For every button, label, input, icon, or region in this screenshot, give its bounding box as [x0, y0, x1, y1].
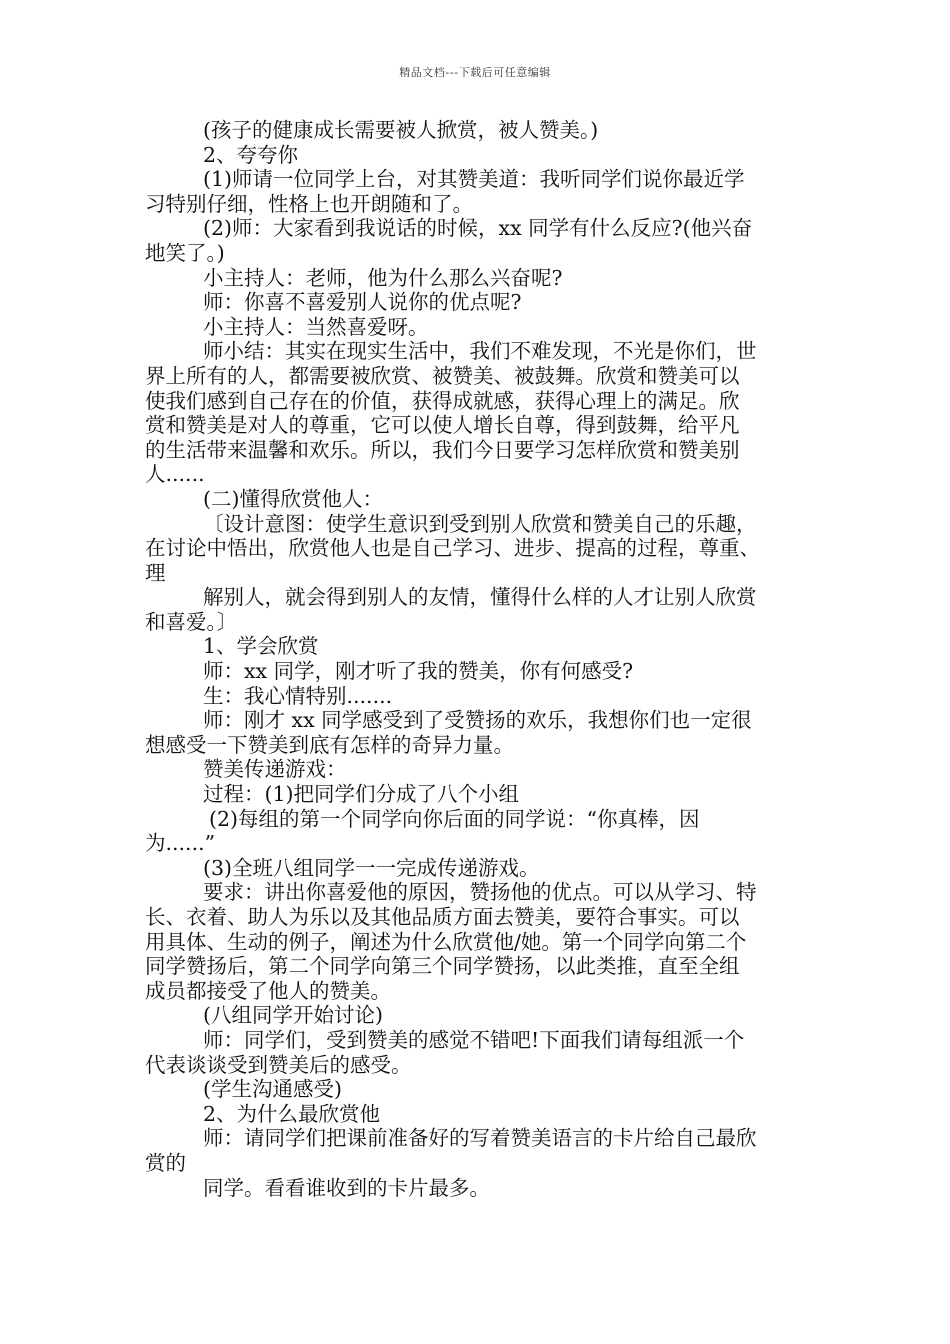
- paragraph-line: (2)每组的第一个同学向你后面的同学说：“你真棒，因: [209, 806, 700, 831]
- paragraph-line: 小主持人：老师，他为什么那么兴奋呢?: [203, 265, 563, 290]
- paragraph-line: 赞美传递游戏：: [203, 757, 347, 782]
- paragraph-line: 代表谈谈受到赞美后的感受。: [145, 1052, 412, 1077]
- document-body: [145, 118, 835, 1200]
- paragraph-line: 师：同学们，受到赞美的感觉不错吧!下面我们请每组派一个: [203, 1027, 745, 1052]
- paragraph-line: 解别人，就会得到别人的友情，懂得什么样的人才让别人欣赏: [203, 585, 757, 610]
- paragraph-line: 同学。看看谁收到的卡片最多。: [203, 1175, 490, 1200]
- section-heading: 2、为什么最欣赏他: [203, 1101, 381, 1126]
- paragraph-line: 师：你喜不喜爱别人说你的优点呢?: [203, 290, 522, 315]
- paragraph-line: 师：请同学们把课前准备好的写着赞美语言的卡片给自己最欣: [203, 1126, 757, 1151]
- paragraph-line: 和喜爱。〕: [145, 609, 238, 634]
- paragraph-line: 〔设计意图：使学生意识到受到别人欣赏和赞美自己的乐趣，: [203, 511, 757, 536]
- paragraph-line: (1)师请一位同学上台，对其赞美道：我听同学们说你最近学: [203, 167, 745, 192]
- paragraph-line: (3)全班八组同学一一完成传递游戏。: [203, 855, 540, 880]
- paragraph-line: (2)师：大家看到我说话的时候，xx 同学有什么反应?(他兴奋: [203, 216, 753, 241]
- page-header: 精品文档---下载后可任意编辑: [399, 66, 551, 79]
- paragraph-line: 用具体、生动的例子，阐述为什么欣赏他/她。第一个同学向第二个: [145, 929, 747, 954]
- paragraph-line: 小主持人：当然喜爱呀。: [203, 314, 429, 339]
- paragraph-line: 习特别仔细，性格上也开朗随和了。: [145, 191, 473, 216]
- paragraph-line: 赏和赞美是对人的尊重，它可以使人增长自尊，得到鼓舞，给平凡: [145, 413, 740, 438]
- paragraph-line: 成员都接受了他人的赞美。: [145, 978, 391, 1003]
- paragraph-line: 赏的: [145, 1150, 186, 1175]
- paragraph-line: 同学赞扬后，第二个同学向第三个同学赞扬，以此类推，直至全组: [145, 954, 740, 979]
- paragraph-line: 长、衣着、助人为乐以及其他品质方面去赞美，要符合事实。可以: [145, 905, 740, 929]
- paragraph-line: 理: [145, 560, 166, 585]
- section-heading: (二)懂得欣赏他人：: [203, 486, 383, 511]
- paragraph-line: 在讨论中悟出，欣赏他人也是自己学习、进步、提高的过程，尊重、: [145, 536, 760, 561]
- paragraph-line: 师：xx 同学，刚才听了我的赞美，你有何感受?: [203, 659, 634, 684]
- paragraph-line: (孩子的健康成长需要被人掀赏，被人赞美。): [203, 118, 599, 142]
- paragraph-line: 师小结：其实在现实生活中，我们不难发现，不光是你们，世: [203, 339, 757, 364]
- paragraph-line: (学生沟通感受): [203, 1077, 342, 1102]
- paragraph-line: 人......: [145, 462, 205, 487]
- paragraph-line: 界上所有的人，都需要被欣赏、被赞美、被鼓舞。欣赏和赞美可以: [145, 363, 740, 388]
- paragraph-line: 地笑了。): [145, 240, 225, 265]
- paragraph-line: 想感受一下赞美到底有怎样的奇异力量。: [145, 732, 514, 757]
- paragraph-line: 使我们感到自己存在的价值，获得成就感，获得心理上的满足。欣: [145, 388, 740, 413]
- section-heading: 1、学会欣赏: [203, 634, 319, 659]
- paragraph-line: 为......”: [145, 831, 216, 856]
- paragraph-line: 过程：(1)把同学们分成了八个小组: [203, 782, 520, 807]
- paragraph-line: 要求：讲出你喜爱他的原因，赞扬他的优点。可以从学习、特: [203, 880, 757, 905]
- paragraph-line: 的生活带来温馨和欢乐。所以，我们今日要学习怎样欣赏和赞美别: [145, 437, 740, 462]
- section-heading: 2、夸夸你: [203, 142, 299, 167]
- paragraph-line: 师：刚才 xx 同学感受到了受赞扬的欢乐，我想你们也一定很: [203, 708, 752, 733]
- paragraph-line: (八组同学开始讨论): [203, 1003, 383, 1028]
- paragraph-line: 生：我心情特别.......: [203, 683, 393, 708]
